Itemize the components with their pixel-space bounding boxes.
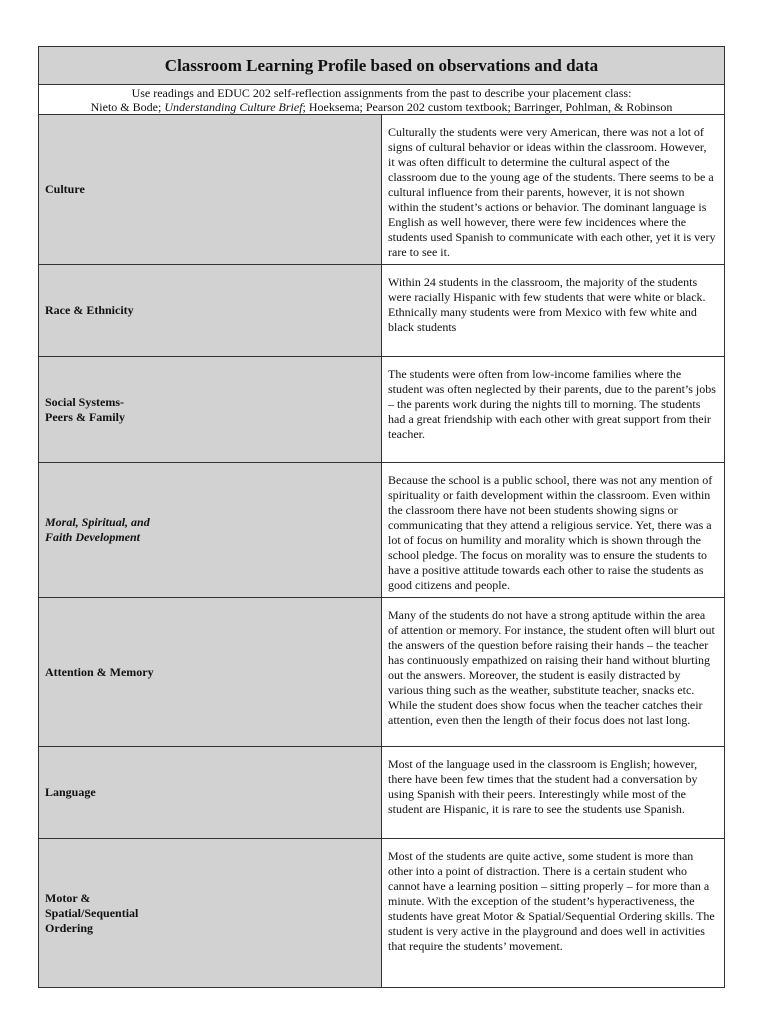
row-culture [39, 115, 725, 265]
row-social-systems [39, 357, 725, 463]
row-attention-memory [39, 598, 725, 747]
sources-part-2: ; Hoeksema; Pearson 202 custom textbook; Barringer, Pohlman, & Robinson [302, 99, 673, 114]
row-text-race-ethnicity: Within 24 students in the classroom, the majority of the students were racially Hispanic with few students that were white or black. Ethnically many students were from Mexico with few white and black students [382, 265, 725, 357]
instructions-line-2 [39, 100, 724, 114]
sources-part-1: Nieto & Bode; [90, 99, 165, 114]
row-label-attention-memory: Attention & Memory [39, 598, 382, 747]
row-label-race-ethnicity: Race & Ethnicity [39, 265, 382, 357]
intro-row [39, 85, 725, 115]
instructions-line-1: Use readings and EDUC 202 self-reflection assignments from the past to describe your placement class: [131, 85, 632, 100]
row-moral-spiritual [39, 463, 725, 598]
instructions [39, 85, 725, 115]
row-text-attention-memory: Many of the students do not have a strong aptitude within the area of attention or memory. For instance, the student often will blurt out the answers of the question before raising their hands – the teacher has continuously empathized on raising their hand without blurting out the answers. Moreover, the student is easily distracted by various thing such as the weather, substitute teacher, snacks etc. While the student does show focus when the teacher catches their attention, even then the length of their focus does not last long. [382, 598, 725, 747]
row-label-social-systems: Social Systems- Peers & Family [39, 357, 382, 463]
row-text-motor-spatial: Most of the students are quite active, some student is more than other into a point of distraction. There is a certain student who cannot have a learning position – sitting properly – for more than a minute. With the exception of the student’s hyperactiveness, the students have great Motor & Spatial/Sequential Ordering skills. The student is very active in the playground and does well in activities that require the students’ movement. [382, 839, 725, 988]
row-label-culture: Culture [39, 115, 382, 265]
row-text-culture: Culturally the students were very American, there was not a lot of signs of cultural behavior or ideas within the classroom. However, it was often difficult to determine the cultural aspect of the classroom due to the young age of the students. There seems to be a cultural influence from their parents, however, it is not shown within the student’s actions or behavior. The dominant language is English as well however, there were few incidences where the students used Spanish to communicate with each other, yet it is very rare to see it. [382, 115, 725, 265]
row-label-motor-spatial: Motor & Spatial/Sequential Ordering [39, 839, 382, 988]
row-text-language: Most of the language used in the classroom is English; however, there have been few times that the student had a conversation by using Spanish with their peers. Interestingly while most of the student are Hispanic, it is rare to see the students use Spanish. [382, 747, 725, 839]
row-text-social-systems: The students were often from low-income families where the student was often neglected by their parents, due to the parent’s jobs – the parents work during the nights till to morning. The students had a great friendship with each other with great support from their teacher. [382, 357, 725, 463]
row-motor-spatial [39, 839, 725, 988]
row-label-moral-spiritual: Moral, Spiritual, and Faith Development [39, 463, 382, 598]
sources-italic-title: Understanding Culture Brief [164, 99, 303, 114]
row-race-ethnicity [39, 265, 725, 357]
row-text-moral-spiritual: Because the school is a public school, there was not any mention of spirituality or faith development within the classroom. Even within the classroom there have not been students showing signs or communicating that they attend a religious service. Yet, there was a lot of focus on humility and morality which is shown through the school pledge. The focus on morality was to ensure the students to have a positive attitude towards each other to raise the students as good citizens and people. [382, 463, 725, 598]
learning-profile-table [38, 46, 725, 988]
row-label-language: Language [39, 747, 382, 839]
document-title: Classroom Learning Profile based on observations and data [39, 47, 725, 85]
row-language [39, 747, 725, 839]
title-row [39, 47, 725, 85]
